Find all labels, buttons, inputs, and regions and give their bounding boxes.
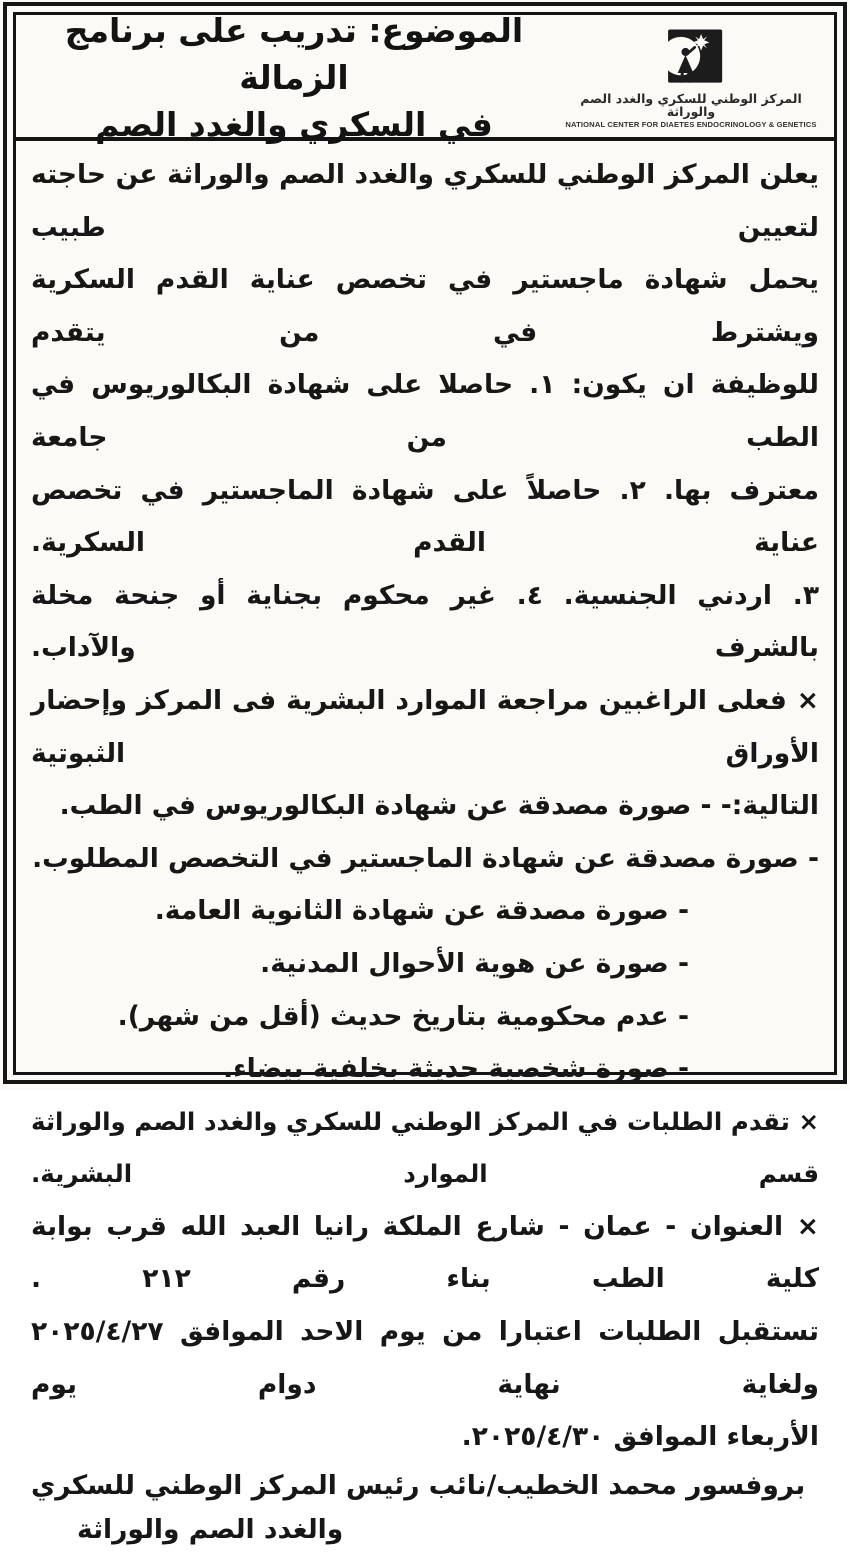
body-line: - صورة شخصية حديثة بخلفية بيضاء. [223, 1053, 689, 1085]
body-line: يعلن المركز الوطني للسكري والغدد الصم والوراثة عن حاجته لتعيين طبيب [31, 159, 819, 243]
body-line: معترف بها. ٢. حاصلاً على شهادة الماجستير في تخصص عناية القدم السكرية. [31, 474, 819, 559]
body-line: للوظيفة ان يكون: ١. حاصلا على شهادة البكالوريوس في الطب من جامعة [31, 369, 820, 453]
body-line: - صورة عن هوية الأحوال المدنية. [260, 947, 689, 979]
ad-header [16, 10, 834, 144]
center-logo [562, 25, 820, 129]
body-line: تستقبل الطلبات اعتبارا من يوم الاحد الموافق ٢٠٢٥/٤/٢٧ ولغاية نهاية دوام يوم [31, 1316, 819, 1400]
body-line: الأربعاء الموافق ٢٠٢٥/٤/٣٠. [461, 1421, 819, 1453]
ad-body-text [16, 141, 834, 1552]
body-line: × فعلى الراغبين مراجعة الموارد البشرية فى المركز وإحضار الأوراق الثبوتية [31, 684, 819, 769]
inner-border-frame [13, 10, 837, 1545]
body-line: - صورة مصدقة عن شهادة الماجستير في التخصص المطلوب. [32, 842, 819, 874]
body-line: × تقدم الطلبات في المركز الوطني للسكري والغدد الصم والوراثة قسم الموارد البشرية. [31, 1106, 819, 1189]
subject-title-line2: في السكري والغدد الصم [95, 104, 493, 144]
logo-name-english: NATIONAL CENTER FOR DIAETES ENDOCRINOLOGY & GENETICS [565, 120, 817, 130]
body-line: ٣. اردني الجنسية. ٤. غير محكوم بجناية أو جنحة مخلة بالشرف والآداب. [31, 579, 819, 664]
subject-title-line1: الموضوع: تدريب على برنامج الزمالة [64, 10, 524, 97]
body-line: × العنوان - عمان - شارع الملكة رانيا العبد الله قرب بوابة كلية الطب بناء رقم ٢١٢ . [31, 1210, 819, 1295]
child-reaching-star-logo-icon [658, 27, 724, 90]
body-line: يحمل شهادة ماجستير في تخصص عناية القدم السكرية ويشترط في من يتقدم [31, 264, 819, 348]
body-line: التالية:- - صورة مصدقة عن شهادة البكالوريوس في الطب. [59, 790, 819, 822]
subject-title [30, 7, 562, 148]
signature-line: والغدد الصم والوراثة [77, 1513, 344, 1545]
signature-line: بروفسور محمد الخطيب/نائب رئيس المركز الوطني للسكري [31, 1469, 806, 1501]
body-line: - صورة مصدقة عن شهادة الثانوية العامة. [154, 895, 689, 927]
logo-name-arabic: المركز الوطني للسكري والغدد الصم والوراثة [580, 91, 802, 119]
body-line: - عدم محكومية بتاريخ حديث (أقل من شهر). [117, 1000, 689, 1032]
